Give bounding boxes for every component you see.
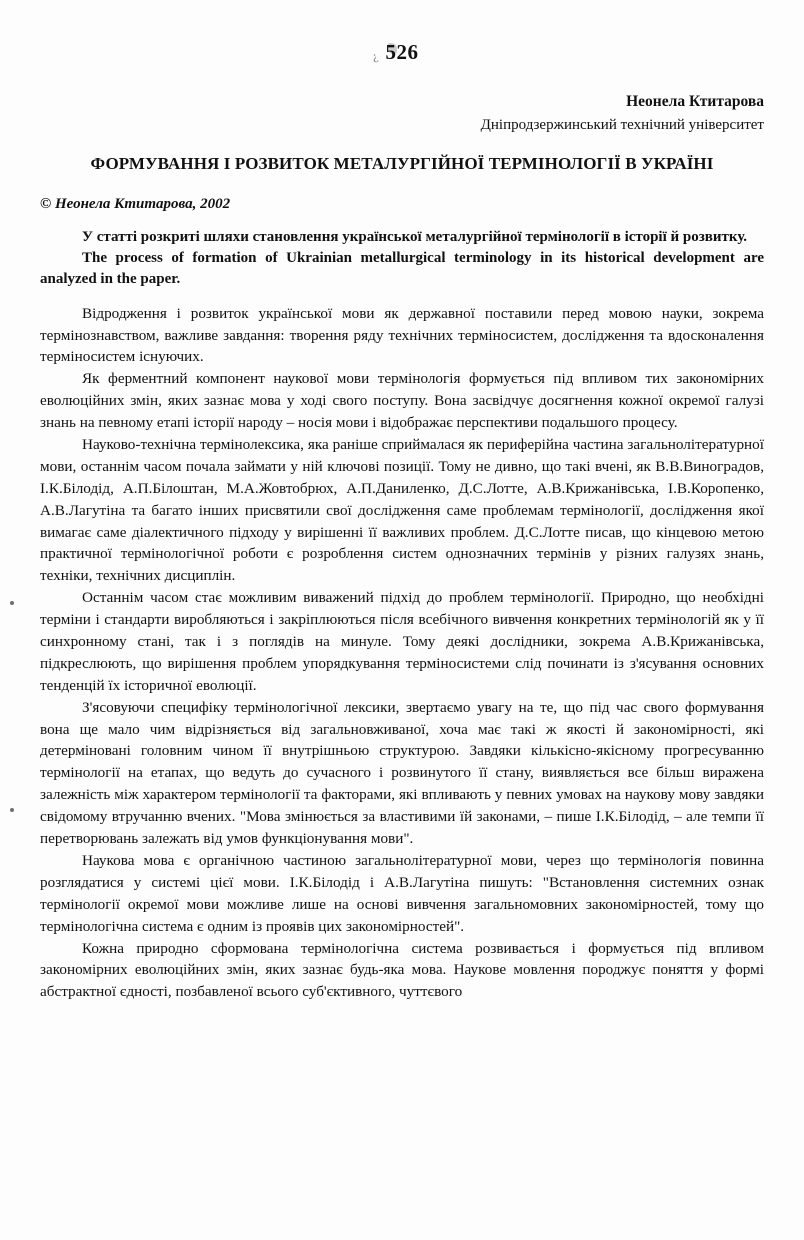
body-paragraph: Як ферментний компонент наукової мови термінологія формується під впливом тих закономірних еволюційних змін, яких зазнає мова у ході свого поступу. Вона засвідчує досягнення кожної окремої галузі знань на певному етапі історії народу – носія мови і відображає перспективи подальшого процесу. [40, 370, 764, 432]
page-title: ФОРМУВАННЯ І РОЗВИТОК МЕТАЛУРГІЙНОЇ ТЕРМІНОЛОГІЇ В УКРАЇНІ [90, 154, 714, 174]
margin-speck [10, 808, 14, 812]
page-content [40, 92, 764, 1003]
author-name: Неонела Ктитарова [626, 93, 764, 110]
abstract-english: The process of formation of Ukrainian metallurgical terminology in its historical development are analyzed in the paper. [40, 250, 764, 287]
page-margin-mark: ¿ [369, 48, 380, 64]
copyright-line: © Неонела Ктитарова, 2002 [40, 195, 231, 212]
margin-speck [10, 601, 14, 605]
body-paragraph: Науково-технічна термінолексика, яка раніше сприймалася як периферійна частина загальнолітературної мови, останнім часом почала займати у ній ключові позиції. Тому не дивно, що такі вчені, як В.В.Виноградов, І.К.Білодід, А.П.Білоштан, М.А.Жовтобрюх, А.П.Даниленко, Д.С.Лотте, А.В.Крижанівська, І.В.Коропенко, А.В.Лагутіна та багато інших присвятили свої дослідження саме проблемам термінології, дослідження якої вимагає саме діалектичного підходу у вирішенні її важливих проблем. Д.С.Лотте писав, що кінцевою метою практичної термінологічної роботи є розроблення систем однозначних термінів у різних галузях знань, техніки, технічних дисциплін. [40, 436, 764, 585]
abstract-ukrainian: У статті розкриті шляхи становлення української металургійної термінології в історії й розвитку. [82, 228, 748, 245]
page-number: 526 [385, 40, 419, 64]
abstract-block [40, 227, 764, 290]
body-paragraph: Відродження і розвиток української мови як державної поставили перед мовою науки, зокрема термінознавством, важливе завдання: творення ряду технічних терміносистем, дослідження та вдосконалення терміносистем існуючих. [40, 304, 764, 366]
author-block [40, 92, 764, 135]
body-paragraph: Наукова мова є органічною частиною загальнолітературної мови, через що термінологія повинна розглядатися у системі цієї мови. І.К.Білодід і А.В.Лагутіна пишуть: "Встановлення системних ознак термінології окремої мови можливе лише на основі вивчення загальномовних закономірностей, тому що термінологічна система є одним із проявів цих закономірностей". [40, 851, 764, 935]
body-text [40, 303, 764, 1004]
body-paragraph: Останнім часом стає можливим виважений підхід до проблем термінології. Природно, що необхідні терміни і стандарти виробляються і закріплюються після всебічного вивчення конкретних термінологій як у її синхронному стані, так і з поглядів на минуле. Тому деякі дослідники, зокрема А.В.Крижанівська, підкреслюють, що вирішення проблем упорядкування терміносистеми слід починати із з'ясування основних тенденцій їх історичної еволюції. [40, 589, 764, 694]
body-paragraph: З'ясовуючи специфіку термінологічної лексики, звертаємо увагу на те, що під час свого формування вона ще мало чим відрізняється від загальновживаної, хоча має такі ж якості й закономірності, які детерміновані головним чином її внутрішньою структурою. Завдяки кількісно-якісному прогресуванню термінології на етапах, що ведуть до сучасного і розвинутого її стану, виявляється все більш виражена залежність між характером термінології та факторами, які впливають у певних умовах на наукову мову завдяки свідомому втручанню вчених. "Мова змінюється за властивими їй законами, – пише І.К.Білодід, – але темпи її перетворювань залежать від умов функціонування мови". [40, 698, 764, 848]
author-affiliation: Дніпродзержинський технічний університет [480, 116, 764, 133]
body-paragraph: Кожна природно сформована термінологічна система розвивається і формується під впливом закономірних еволюційних змін, яких зазнає будь-яка мова. Наукове мовлення породжує поняття у формі абстрактної єдності, позбавленої всього суб'єктивного, чуттєвого [40, 939, 764, 1001]
